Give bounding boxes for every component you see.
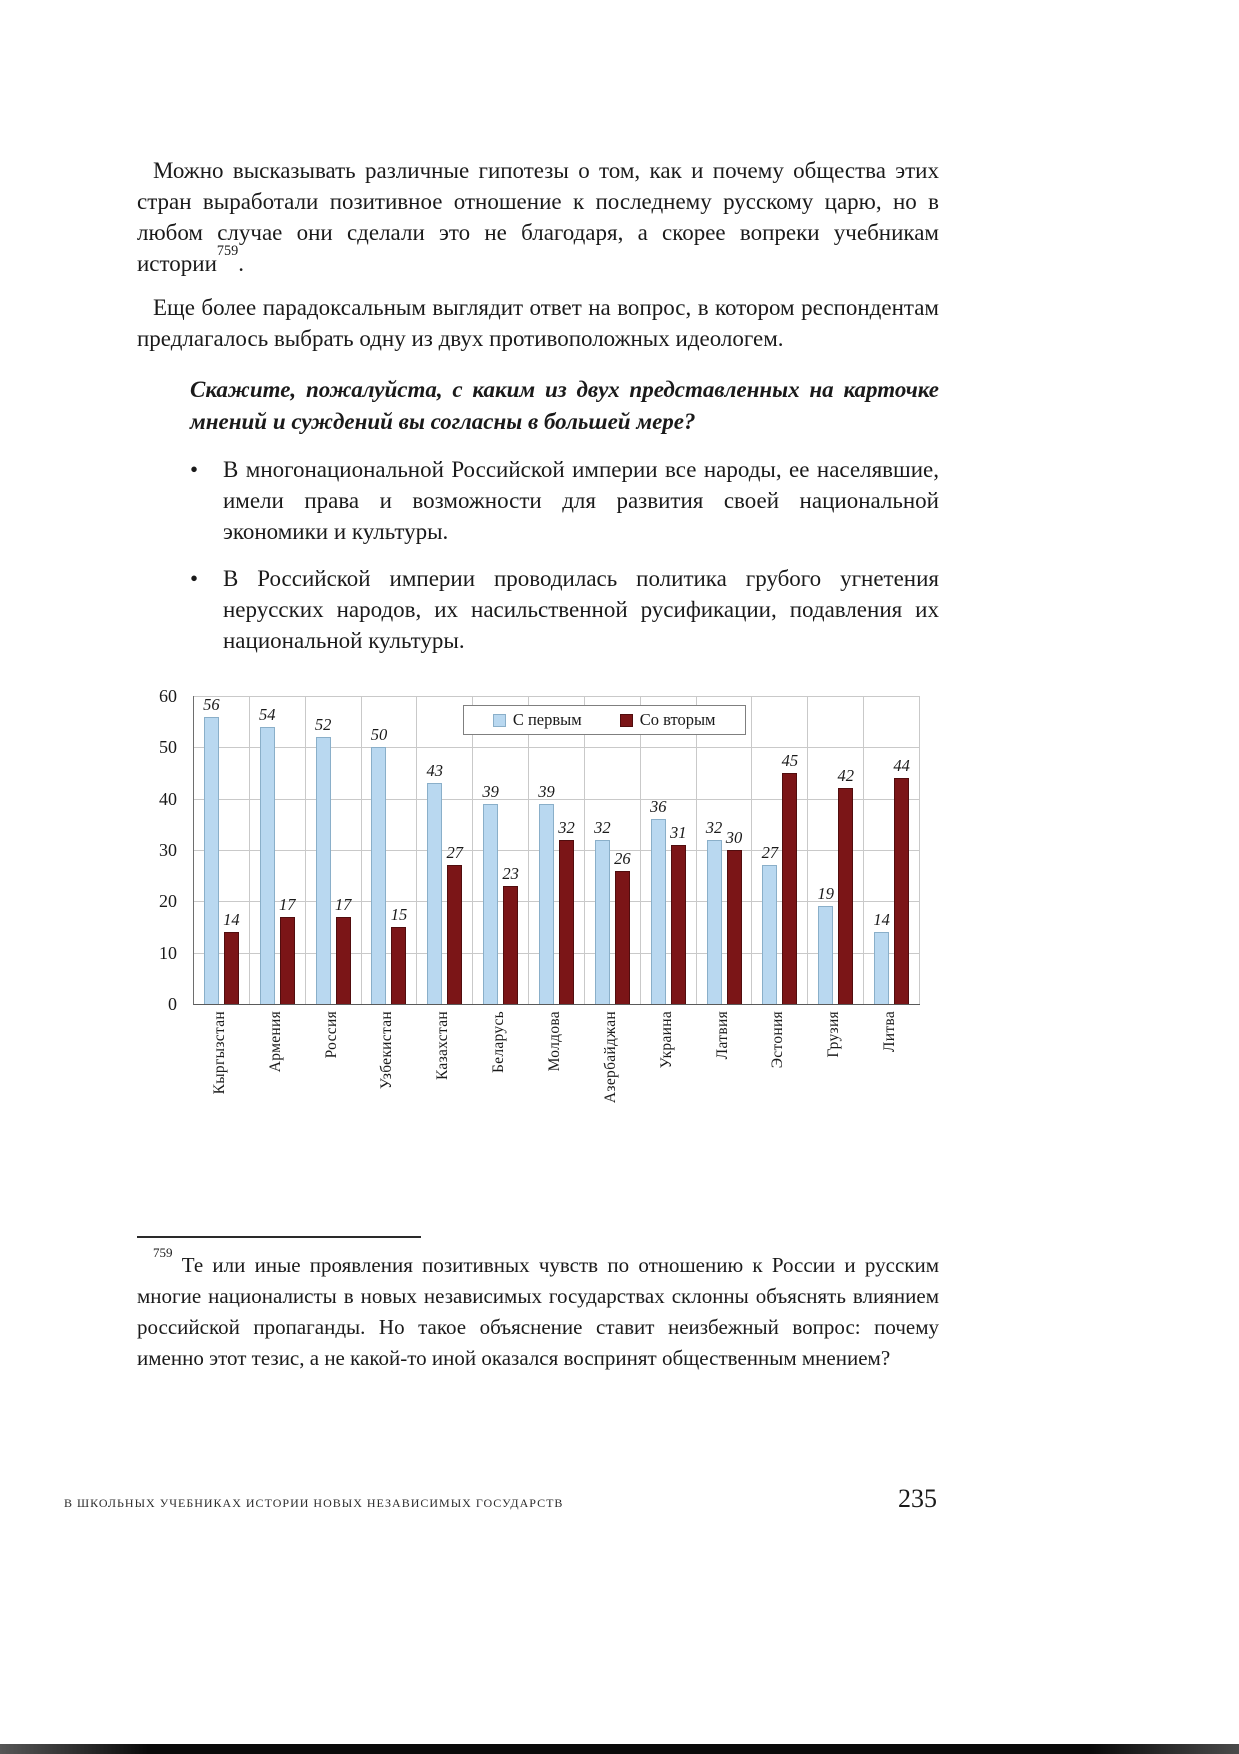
bar-value-label: 26: [614, 848, 631, 868]
paragraph-intro-text: Можно высказывать различные гипотезы о том, как и почему общества этих стран выработали позитивное отношение к последнему русскому царю, но в любом случае они сделали это не благодаря, а скорее вопреки учебникам истории: [137, 158, 939, 276]
x-category-label-9: Украина: [657, 1011, 675, 1069]
x-category-label-10: Латвия: [713, 1011, 731, 1060]
bar-value-label: 14: [873, 910, 890, 930]
bar-value-label: 14: [223, 910, 240, 930]
bar-first-4: [370, 725, 388, 1004]
bar-value-label: 36: [649, 797, 667, 817]
bar-value-label: 23: [502, 863, 519, 883]
bar-first-8: [594, 817, 611, 1004]
legend-swatch-first-icon: [493, 714, 506, 727]
page-number: 235: [898, 1484, 937, 1513]
x-category-label-1: Кыргызстан: [210, 1011, 228, 1095]
bar-group-7: [529, 696, 585, 1004]
bar-second-13: [893, 756, 910, 1004]
bar-second-4: [390, 905, 408, 1004]
bar-value-label: 42: [837, 766, 854, 786]
y-tick-label-10: 10: [159, 942, 177, 963]
bar-value-label: 54: [259, 704, 276, 724]
x-category-label-5: Казахстан: [434, 1011, 452, 1081]
bar-group-8: [585, 696, 641, 1004]
page-footer: [64, 1484, 937, 1514]
x-category-label-11: Эстония: [769, 1011, 787, 1069]
bar-group-6: [473, 696, 529, 1004]
legend-item-second: [620, 710, 716, 730]
x-category-label-3: Россия: [322, 1011, 340, 1059]
bar-second-7: [558, 817, 575, 1004]
bar-first-3: [314, 715, 332, 1004]
option-second: [190, 563, 939, 656]
bar-group-1: [194, 696, 250, 1004]
y-axis: [145, 686, 185, 1014]
bar-second-8: [614, 848, 631, 1004]
bar-group-12: [808, 696, 864, 1004]
x-category-label-13: Литва: [881, 1011, 899, 1053]
bar-second-11: [781, 751, 799, 1004]
bar-first-1: [203, 694, 220, 1004]
option-first-text: В многонациональной Российской империи все народы, ее населявшие, имели права и возможности для развития своей национальной экономики и культуры.: [223, 457, 939, 544]
bar-first-13: [873, 910, 890, 1004]
paragraph-intro-end: .: [238, 251, 245, 276]
y-tick-label-50: 50: [159, 737, 177, 758]
bar-group-4: [362, 696, 418, 1004]
bar-group-10: [697, 696, 753, 1004]
running-title: В ШКОЛЬНЫХ УЧЕБНИКАХ ИСТОРИИ НОВЫХ НЕЗАВИСИМЫХ ГОСУДАРСТВ: [64, 1496, 564, 1510]
bar-value-label: 17: [279, 894, 296, 914]
bar-value-label: 17: [334, 894, 352, 914]
bar-second-1: [223, 910, 240, 1004]
plot-area: [193, 696, 920, 1005]
bar-first-2: [259, 704, 276, 1004]
bar-first-7: [538, 781, 555, 1004]
options-list: [190, 454, 939, 656]
bar-value-label: 39: [538, 781, 555, 801]
y-tick-label-60: 60: [159, 686, 177, 706]
footnote-reference: 759: [216, 242, 239, 259]
bar-chart: [145, 688, 939, 1158]
x-category-label-12: Грузия: [825, 1011, 843, 1058]
bar-value-label: 45: [781, 751, 799, 770]
x-category-label-4: Узбекистан: [378, 1011, 396, 1090]
page-bottom-edge: [0, 1744, 1239, 1754]
bar-first-12: [817, 884, 834, 1004]
x-category-label-8: Азербайджан: [601, 1011, 619, 1104]
y-tick-label-0: 0: [168, 994, 177, 1014]
bar-value-label: 27: [761, 843, 779, 863]
bar-value-label: 56: [203, 694, 220, 714]
x-category-label-6: Беларусь: [490, 1011, 508, 1074]
bar-value-label: 52: [314, 715, 332, 735]
bullet-icon: •: [190, 566, 199, 591]
bar-second-2: [279, 894, 296, 1004]
y-tick-label-40: 40: [159, 788, 177, 809]
bar-second-12: [837, 766, 854, 1004]
footnote-759: [137, 1244, 940, 1374]
bar-second-6: [502, 863, 519, 1004]
x-axis-labels: [193, 1005, 919, 1155]
chart-legend: [463, 705, 746, 735]
bar-value-label: 19: [817, 884, 834, 904]
bar-second-3: [334, 894, 352, 1004]
footnote-separator: [137, 1236, 421, 1238]
bar-value-label: 44: [893, 756, 910, 776]
option-second-text: В Российской империи проводилась политика грубого угнетения нерусских народов, их насильственной русификации, подавления их национальной культуры.: [223, 566, 939, 653]
footnote-text: Те или иные проявления позитивных чувств по отношению к России и русским многие националисты в новых независимых государствах склонны объяснять влиянием российской пропаганды. Но такое объяснение ставит неизбежный вопрос: почему именно этот тезис, а не какой-то иной оказался воспринят общественным мнением?: [137, 1253, 940, 1370]
y-tick-label-30: 30: [159, 840, 177, 860]
paragraph-paradox: Еще более парадоксальным выглядит ответ на вопрос, в котором респондентам предлагалось выбрать одну из двух противоположных идеологем.: [137, 295, 939, 351]
bar-value-label: 15: [390, 905, 408, 924]
bar-group-5: [417, 696, 473, 1004]
survey-question: Скажите, пожалуйста, с каким из двух представленных на карточке мнений и суждений вы согласны в большей мере?: [190, 377, 939, 434]
bar-group-13: [864, 696, 920, 1004]
x-category-label-7: Молдова: [546, 1011, 563, 1072]
bar-first-9: [649, 797, 667, 1004]
bar-value-label: 39: [482, 781, 499, 801]
bar-value-label: 31: [669, 822, 687, 842]
y-tick-label-20: 20: [159, 891, 177, 912]
bar-value-label: 43: [426, 761, 444, 781]
bar-value-label: 32: [594, 817, 611, 837]
legend-item-first: [493, 710, 582, 730]
option-first: [190, 454, 939, 547]
bar-first-11: [761, 843, 779, 1004]
bar-first-5: [426, 761, 444, 1004]
x-category-label-2: Армения: [266, 1011, 284, 1073]
bar-group-9: [641, 696, 697, 1004]
bullet-icon: •: [190, 457, 199, 482]
bar-value-label: 27: [446, 843, 464, 863]
bar-value-label: 32: [705, 817, 723, 837]
footnote-marker: 759: [153, 1244, 173, 1260]
legend-swatch-second-icon: [620, 714, 633, 727]
paragraph-intro: [137, 155, 939, 279]
bar-group-2: [250, 696, 306, 1004]
bar-value-label: 32: [558, 817, 575, 837]
legend-label-second: Со вторым: [639, 710, 716, 729]
bar-second-5: [446, 843, 464, 1004]
legend-label-first: С первым: [512, 710, 582, 729]
bar-first-6: [482, 781, 499, 1004]
bar-group-11: [752, 696, 808, 1004]
bar-second-9: [669, 822, 687, 1004]
bar-second-10: [725, 828, 743, 1004]
bar-group-3: [306, 696, 362, 1004]
bar-value-label: 50: [370, 725, 388, 745]
bar-value-label: 30: [725, 828, 743, 847]
bar-first-10: [705, 817, 723, 1004]
